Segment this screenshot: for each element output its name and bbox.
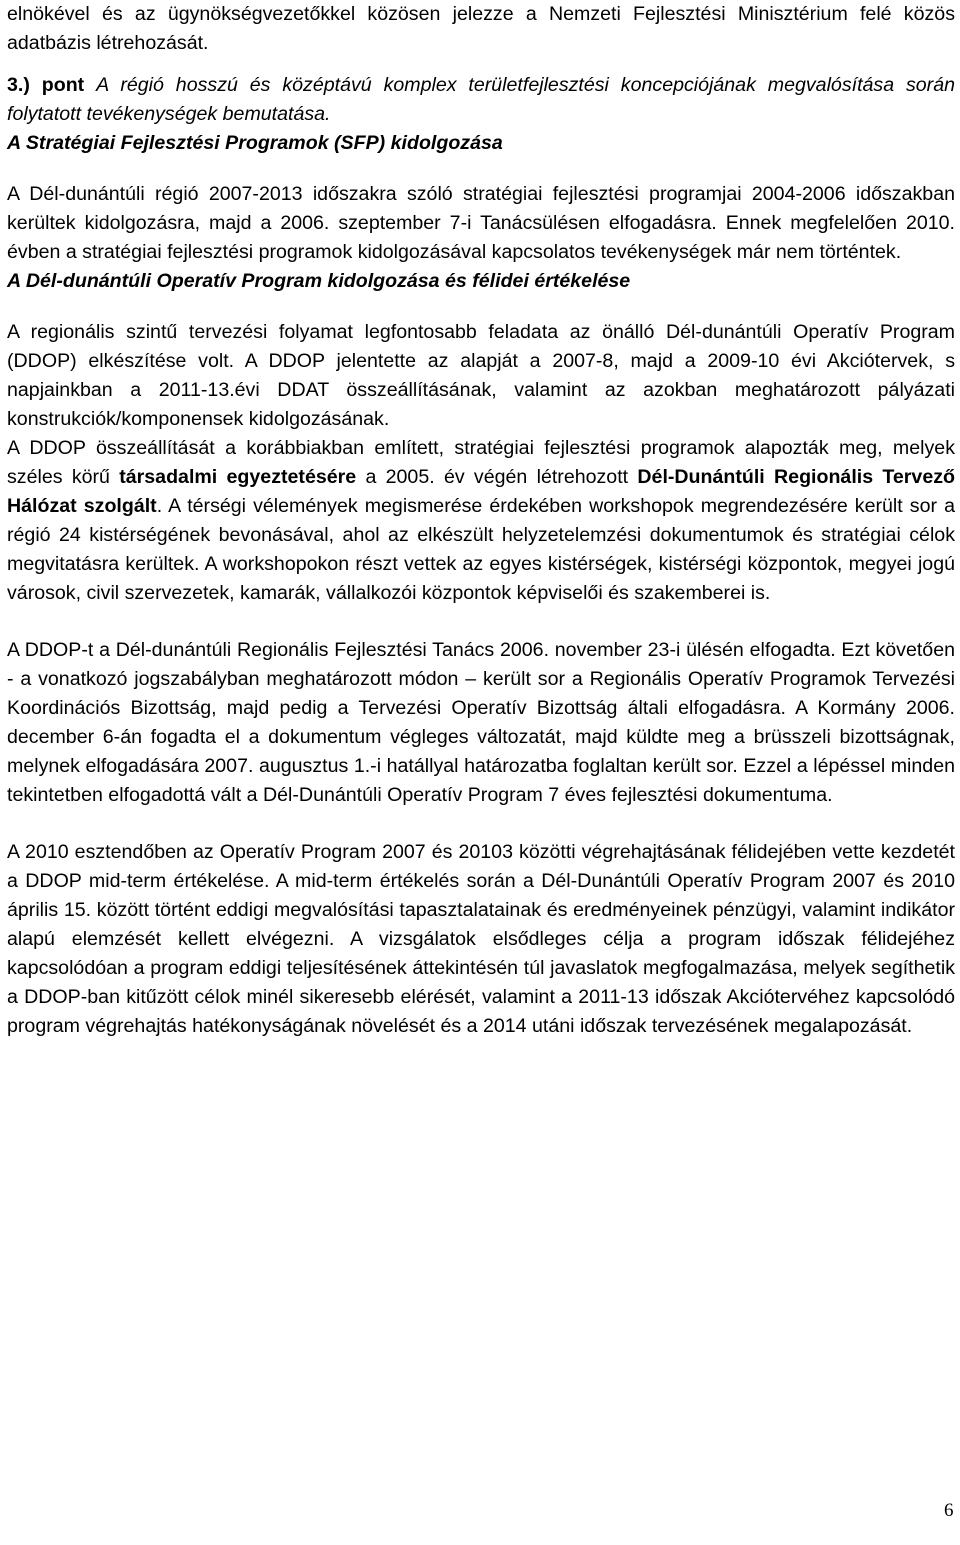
ddop-p2-bold-network: Dél-Dunántúli Regionális Tervező Hálózat szolgált <box>7 466 955 517</box>
ddop-p2-bold-consultation: társadalmi egyeztetésére <box>119 466 357 488</box>
ddop-p2-text-c: a 2005. év végén létrehozott <box>356 466 638 488</box>
sfp-paragraph: A Dél-dunántúli régió 2007-2013 időszakra szóló stratégiai fejlesztési programjai 2004-2006 időszakban kerültek kidolgozásra, majd a 2006. szeptember 7-i Tanácsülésen elfogadásra. Ennek megfelelően 2010. évben a stratégiai fejlesztési programok kidolgozásával kapcsolatos tevékenységek már nem történtek. <box>7 183 955 263</box>
document-page <box>7 0 955 1041</box>
intro-paragraph: elnökével és az ügynökségvezetőkkel közösen jelezze a Nemzeti Fejlesztési Minisztérium felé közös adatbázis létrehozását. <box>7 3 955 54</box>
sfp-heading: A Stratégiai Fejlesztési Programok (SFP) kidolgozása <box>7 132 503 154</box>
page-number: 6 <box>944 1500 954 1521</box>
ddop-p2-text-e: . A térségi vélemények megismerése érdekében workshopok megrendezésére került sor a régió 24 kistérségének bevonásával, ahol az elkészült helyzetelemzési dokumentumok és stratégiai célok megvitatásra kerültek. A workshopokon részt vettek az egyes kistérségek, kistérségi központok, megyei jogú városok, civil szervezetek, kamarák, vállalkozói központok képviselői és szakemberei is. <box>7 495 955 604</box>
ddop-paragraph-3: A DDOP-t a Dél-dunántúli Regionális Fejlesztési Tanács 2006. november 23-i ülésén elfogadta. Ezt követően - a vonatkozó jogszabályban meghatározott módon – került sor a Regionális Operatív Programok Tervezési Koordinációs Bizottság, majd pedig a Tervezési Operatív Bizottság általi elfogadásra. A Kormány 2006. december 6-án fogadta el a dokumentum végleges változatát, majd küldte meg a brüsszeli bizottságnak, melynek elfogadására 2007. augusztus 1.-i hatállyal határozatba foglaltan került sor. Ezzel a lépéssel minden tekintetben elfogadottá vált a Dél-Dunántúli Operatív Program 7 éves fejlesztési dokumentuma. <box>7 639 955 806</box>
ddop-heading: A Dél-dunántúli Operatív Program kidolgozása és félidei értékelése <box>7 270 631 292</box>
ddop-p2-text-a: A DDOP összeállítását a korábbiakban említett, stratégiai fejlesztési programok alapozták meg, melyek széles körű <box>7 437 955 488</box>
point-3-title: A régió hosszú és középtávú komplex területfejlesztési koncepciójának megvalósítása során folytatott tevékenységek bemutatása. <box>7 74 956 125</box>
point-3-label: 3.) pont <box>7 74 85 96</box>
ddop-paragraph-1: A regionális szintű tervezési folyamat legfontosabb feladata az önálló Dél-dunántúli Operatív Program (DDOP) elkészítése volt. A DDOP jelentette az alapját a 2007-8, majd a 2009-10 évi Akciótervek, s napjainkban a 2011-13.évi DDAT összeállításának, valamint az azokban meghatározott pályázati konstrukciók/komponensek kidolgozásának. <box>7 321 955 430</box>
ddop-paragraph-2 <box>7 434 955 608</box>
ddop-paragraph-4: A 2010 esztendőben az Operatív Program 2007 és 20103 közötti végrehajtásának félidejében vette kezdetét a DDOP mid-term értékelése. A mid-term értékelés során a Dél-Dunántúli Operatív Program 2007 és 2010 április 15. között történt eddigi megvalósítási tapasztalatainak és eredményeinek pénzügyi, valamint indikátor alapú elemzését kellett elvégezni. A vizsgálatok elsődleges célja a program időszak félidejéhez kapcsolódóan a program eddigi teljesítésének áttekintésén túl javaslatok megfogalmazása, melyek segíthetik a DDOP-ban kitűzött célok minél sikeresebb elérését, valamint a 2011-13 időszak Akciótervéhez kapcsolódó program végrehajtás hatékonyságának növelését és a 2014 utáni időszak tervezésének megalapozását. <box>7 841 955 1037</box>
point-3-heading <box>7 71 955 129</box>
